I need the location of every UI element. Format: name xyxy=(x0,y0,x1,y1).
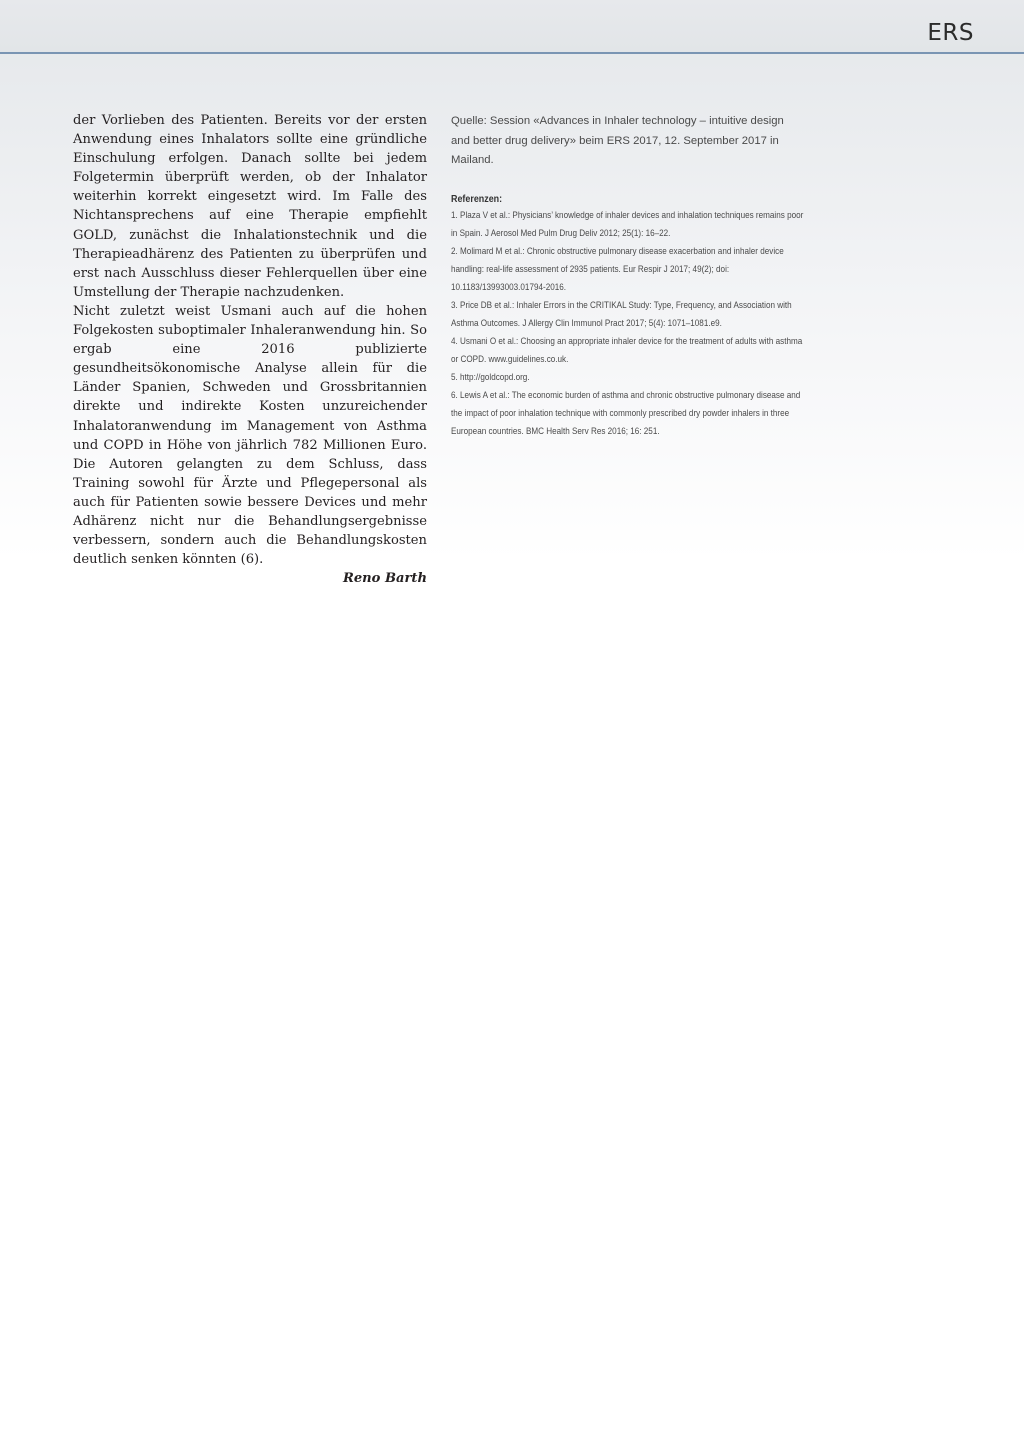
article-column xyxy=(73,111,427,588)
page-header xyxy=(0,0,1024,54)
reference-item: 4. Usmani O et al.: Choosing an appropriate inhaler device for the treatment of adults with asthma or COPD. www.guidelines.co.uk. xyxy=(451,335,803,365)
references-heading: Referenzen: xyxy=(451,192,503,205)
reference-item: 5. http://goldcopd.org. xyxy=(451,371,530,383)
reference-item: 1. Plaza V et al.: Physicians’ knowledge of inhaler devices and inhalation techniques remains poor in Spain. J Aerosol Med Pulm Drug Deliv 2012; 25(1): 16–22. xyxy=(451,209,804,239)
reference-item: 2. Molimard M et al.: Chronic obstructive pulmonary disease exacerbation and inhaler device handling: real-life assessment of 2935 patients. Eur Respir J 2017; 49(2); doi: 10.1183/13993003.01794-2016. xyxy=(451,245,784,293)
reference-item: 3. Price DB et al.: Inhaler Errors in the CRITIKAL Study: Type, Frequency, and Association with Asthma Outcomes. J Allergy Clin Immunol Pract 2017; 5(4): 1071–1081.e9. xyxy=(451,299,792,329)
source-note: Quelle: Session «Advances in Inhaler technology – intuitive design and better drug delivery» beim ERS 2017, 12. September 2017 in Mailand. xyxy=(451,115,784,166)
header-title: ERS xyxy=(927,20,974,46)
article-author: Reno Barth xyxy=(342,571,427,587)
article-paragraph: Nicht zuletzt weist Usmani auch auf die hohen Folgekosten suboptimaler Inhaleranwendung hin. So ergab eine 2016 publizierte gesundheitsökonomische Analyse allein für die Länder Spanien, Schweden und Grossbritannien direkte und indirekte Kosten unzureichender Inhalatoranwendung im Management von Asthma und COPD in Höhe von jährlich 782 Millionen Euro. Die Autoren gelangten zu dem Schluss, dass Training sowohl für Ärzte und Pflegepersonal als auch für Patienten sowie bessere Devices und mehr Adhärenz nicht nur die Behandlungsergebnisse verbessern, sondern auch die Behandlungskosten deutlich senken könnten (6). xyxy=(73,303,427,568)
sidebar-column xyxy=(451,112,805,441)
reference-item: 6. Lewis A et al.: The economic burden of asthma and chronic obstructive pulmonary disease and the impact of poor inhalation technique with commonly prescribed dry powder inhalers in three European countries. BMC Health Serv Res 2016; 16: 251. xyxy=(451,389,801,437)
article-paragraph: der Vorlieben des Patienten. Bereits vor der ersten Anwendung eines Inhalators sollte eine gründliche Einschulung erfolgen. Danach sollte bei jedem Folgetermin überprüft werden, ob der Inhalator weiterhin korrekt eingesetzt wird. Im Falle des Nichtansprechens auf eine Therapie empfiehlt GOLD, zunächst die Inhalationstechnik und die Therapieadhärenz des Patienten zu überprüfen und erst nach Ausschluss dieser Fehlerquellen über eine Umstellung der Therapie nachzudenken. xyxy=(73,113,427,300)
